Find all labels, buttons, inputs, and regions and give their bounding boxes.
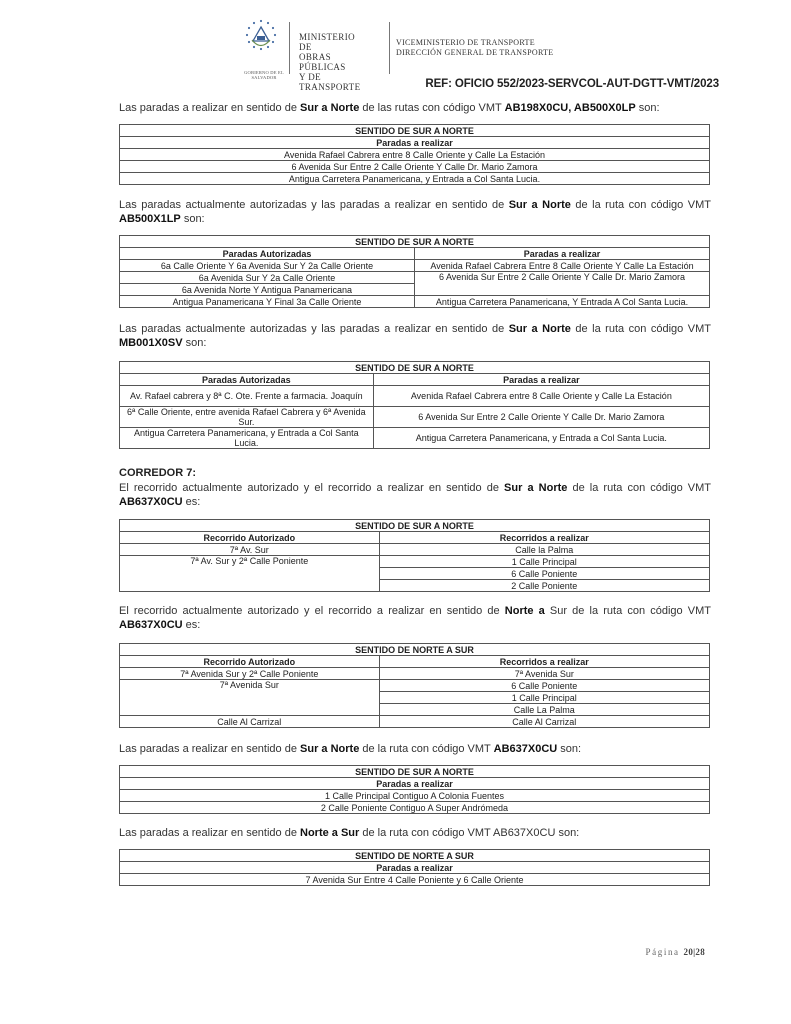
paragraph: Las paradas a realizar en sentido de Sur a Norte de la ruta con código VMT AB637X0CU son: [119, 743, 582, 755]
column-header: Recorrido Autorizado [120, 656, 380, 668]
table-row: Avenida Rafael Cabrera entre 8 Calle Oriente y Calle La Estación [120, 149, 710, 161]
route-table-5 [119, 643, 710, 728]
table-row: 6ª Calle Oriente, entre avenida Rafael Cabrera y 6ª Avenida Sur. 6 Avenida Sur Entre 2 Calle Oriente Y Calle Dr. Mario Zamora [120, 407, 710, 428]
column-header: Recorrido Autorizado [120, 532, 380, 544]
stops-table-6 [119, 765, 710, 814]
table-row: Antigua Panamericana Y Final 3a Calle Oriente Antigua Carretera Panamericana, Y Entrada A Col Santa Lucia. [120, 296, 710, 308]
table-title: SENTIDO DE SUR A NORTE [120, 520, 710, 532]
table-row: 7ª Av. Sur Calle la Palma [120, 544, 710, 556]
table-title: SENTIDO DE SUR A NORTE [120, 236, 710, 248]
paragraph: Las paradas a realizar en sentido de Norte a Sur de la ruta con código VMT AB637X0CU son: [119, 827, 580, 839]
header-divider [389, 22, 390, 74]
government-label: GOBIERNO DE EL SALVADOR [244, 70, 284, 80]
section-heading: CORREDOR 7: [119, 467, 197, 479]
vice-ministry-name: VICEMINISTERIO DE TRANSPORTE DIRECCIÓN GENERAL DE TRANSPORTE [396, 38, 554, 57]
table-subheader: Paradas a realizar [120, 862, 710, 874]
stops-table-1 [119, 124, 710, 185]
table-row: Av. Rafael cabrera y 8ª C. Ote. Frente a farmacia. Joaquín Avenida Rafael Cabrera entre 8 Calle Oriente y Calle La Estación [120, 386, 710, 407]
column-header: Recorridos a realizar [379, 532, 709, 544]
table-row: Antigua Carretera Panamericana, y Entrada a Col Santa Lucia. Antigua Carretera Panamericana, y Entrada a Col Santa Lucia. [120, 428, 710, 449]
column-header: Paradas Autorizadas [120, 374, 374, 386]
table-row: 2 Calle Poniente [120, 580, 710, 592]
table-title: SENTIDO DE SUR A NORTE [120, 125, 710, 137]
table-title: SENTIDO DE NORTE A SUR [120, 850, 710, 862]
paragraph: Las paradas actualmente autorizadas y las paradas a realizar en sentido de Sur a Norte de la ruta con código VMT AB500X1LP son: [119, 199, 711, 225]
table-subheader: Paradas a realizar [120, 778, 710, 790]
table-title: SENTIDO DE SUR A NORTE [120, 766, 710, 778]
table-row: 7ª Av. Sur y 2ª Calle Poniente 1 Calle Principal [120, 556, 710, 568]
table-row: 2 Calle Poniente Contiguo A Super Andrómeda [120, 802, 710, 814]
ministry-name: MINISTERIO DE OBRAS PÚBLICAS Y DE TRANSPORTE [299, 32, 361, 92]
table-row: 7 Avenida Sur Entre 4 Calle Poniente y 6 Calle Oriente [120, 874, 710, 886]
table-row: 7ª Avenida Sur y 2ª Calle Poniente 7ª Avenida Sur [120, 668, 710, 680]
table-row: 1 Calle Principal Contiguo A Colonia Fuentes [120, 790, 710, 802]
table-row: 6a Calle Oriente Y 6a Avenida Sur Y 2a Calle Oriente Avenida Rafael Cabrera Entre 8 Calle Oriente Y Calle La Estación [120, 260, 710, 272]
column-header: Paradas Autorizadas [120, 248, 415, 260]
table-row: 6a Avenida Norte Y Antigua Panamericana [120, 284, 710, 296]
table-title: SENTIDO DE SUR A NORTE [120, 362, 710, 374]
table-row: 6 Avenida Sur Entre 2 Calle Oriente Y Calle Dr. Mario Zamora [120, 161, 710, 173]
table-row: Calle La Palma [120, 704, 710, 716]
table-row: 7ª Avenida Sur 6 Calle Poniente [120, 680, 710, 692]
paragraph: Las paradas a realizar en sentido de Sur a Norte de las rutas con código VMT AB198X0CU, AB500X0LP son: [119, 102, 660, 114]
route-table-4 [119, 519, 710, 592]
page-footer [646, 947, 705, 957]
header-divider [289, 22, 290, 74]
paragraph: Las paradas actualmente autorizadas y las paradas a realizar en sentido de Sur a Norte de la ruta con código VMT MB001X0SV son: [119, 323, 711, 349]
table-row: 1 Calle Principal [120, 692, 710, 704]
paragraph: El recorrido actualmente autorizado y el recorrido a realizar en sentido de Sur a Norte de la ruta con código VMT AB637X0CU es: [119, 482, 711, 508]
table-row: 6a Avenida Sur Y 2a Calle Oriente 6 Avenida Sur Entre 2 Calle Oriente Y Calle Dr. Mario Zamora [120, 272, 710, 284]
column-header: Paradas a realizar [373, 374, 709, 386]
stops-table-2 [119, 235, 710, 308]
stops-table-7 [119, 849, 710, 886]
stops-table-3 [119, 361, 710, 449]
paragraph: El recorrido actualmente autorizado y el recorrido a realizar en sentido de Norte a Sur de la ruta con código VMT AB637X0CU es: [119, 605, 711, 631]
table-row: Calle Al Carrizal Calle Al Carrizal [120, 716, 710, 728]
page-number: 20|28 [683, 947, 705, 957]
page-label: Página [645, 947, 680, 957]
table-row: 6 Calle Poniente [120, 568, 710, 580]
reference-number: REF: OFICIO 552/2023-SERVCOL-AUT-DGTT-VMT/2023 [425, 78, 719, 90]
coat-of-arms-icon [240, 18, 284, 80]
table-row: Antigua Carretera Panamericana, y Entrada a Col Santa Lucia. [120, 173, 710, 185]
table-subheader: Paradas a realizar [120, 137, 710, 149]
column-header: Recorridos a realizar [379, 656, 709, 668]
table-title: SENTIDO DE NORTE A SUR [120, 644, 710, 656]
column-header: Paradas a realizar [415, 248, 710, 260]
